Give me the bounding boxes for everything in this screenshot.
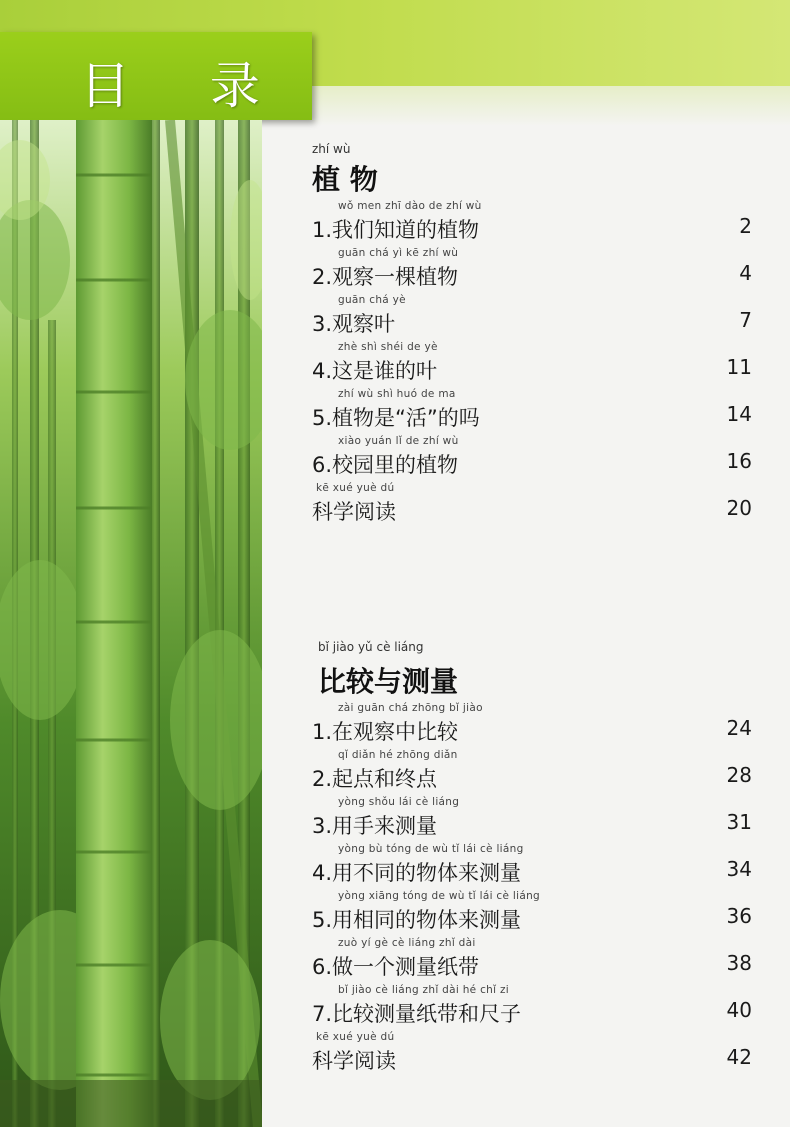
toc-entry-reading[interactable] bbox=[312, 1031, 752, 1077]
entry-label: 1.在观察中比较 bbox=[312, 720, 459, 744]
entry-pinyin: qǐ diǎn hé zhōng diǎn bbox=[338, 749, 458, 761]
entry-label: 3.用手来测量 bbox=[312, 814, 438, 838]
entry-label: 5.用相同的物体来测量 bbox=[312, 908, 522, 932]
toc-entry[interactable] bbox=[312, 749, 752, 795]
entry-pinyin: yòng shǒu lái cè liáng bbox=[338, 796, 460, 808]
entry-pinyin: zuò yí gè cè liáng zhǐ dài bbox=[338, 937, 476, 949]
entry-label: 4.用不同的物体来测量 bbox=[312, 861, 522, 885]
entry-pinyin: yòng xiāng tóng de wù tǐ lái cè liáng bbox=[338, 890, 540, 902]
entry-page-number: 36 bbox=[726, 904, 752, 928]
entry-label: 6.做一个测量纸带 bbox=[312, 955, 480, 979]
toc-entry[interactable] bbox=[312, 937, 752, 983]
entry-pinyin: zhí wù shì huó de ma bbox=[338, 388, 456, 400]
entry-label: 1.我们知道的植物 bbox=[312, 218, 480, 242]
entry-label: 科学阅读 bbox=[312, 500, 396, 524]
entry-pinyin: xiào yuán lǐ de zhí wù bbox=[338, 435, 459, 447]
entry-page-number: 38 bbox=[726, 951, 752, 975]
entry-page-number: 2 bbox=[739, 214, 752, 238]
entry-pinyin: bǐ jiào cè liáng zhǐ dài hé chǐ zi bbox=[338, 984, 509, 996]
entry-pinyin: yòng bù tóng de wù tǐ lái cè liáng bbox=[338, 843, 524, 855]
entry-pinyin: wǒ men zhī dào de zhí wù bbox=[338, 200, 482, 212]
toc-entry[interactable] bbox=[312, 247, 752, 293]
section-pinyin: bǐ jiào yǔ cè liáng bbox=[318, 640, 424, 654]
entry-page-number: 42 bbox=[726, 1045, 752, 1069]
entry-page-number: 16 bbox=[726, 449, 752, 473]
entry-pinyin: kē xué yuè dú bbox=[316, 482, 395, 494]
section-title: 比较与测量 bbox=[318, 665, 459, 698]
entry-label: 5.植物是“活”的吗 bbox=[312, 406, 480, 430]
entry-page-number: 7 bbox=[739, 308, 752, 332]
entry-label: 6.校园里的植物 bbox=[312, 453, 459, 477]
entry-label: 3.观察叶 bbox=[312, 312, 396, 336]
section-title: 植 物 bbox=[312, 163, 378, 196]
toc-entry-reading[interactable] bbox=[312, 482, 752, 528]
entry-label: 科学阅读 bbox=[312, 1049, 396, 1073]
toc-entry[interactable] bbox=[312, 890, 752, 936]
page-title: 目 录 bbox=[80, 57, 292, 115]
toc-entry[interactable] bbox=[312, 702, 752, 748]
entry-page-number: 20 bbox=[726, 496, 752, 520]
toc-entry[interactable] bbox=[312, 984, 752, 1030]
toc-entry[interactable] bbox=[312, 200, 752, 246]
toc-entry[interactable] bbox=[312, 435, 752, 481]
toc-entry[interactable] bbox=[312, 341, 752, 387]
toc-entry[interactable] bbox=[312, 294, 752, 340]
entry-label: 4.这是谁的叶 bbox=[312, 359, 438, 383]
entry-label: 7.比较测量纸带和尺子 bbox=[312, 1002, 522, 1026]
entry-pinyin: guān chá yè bbox=[338, 294, 406, 306]
entry-page-number: 34 bbox=[726, 857, 752, 881]
entry-page-number: 40 bbox=[726, 998, 752, 1022]
entry-label: 2.起点和终点 bbox=[312, 767, 438, 791]
toc-entry[interactable] bbox=[312, 796, 752, 842]
section-pinyin: zhí wù bbox=[312, 142, 351, 156]
entry-label: 2.观察一棵植物 bbox=[312, 265, 459, 289]
entry-pinyin: kē xué yuè dú bbox=[316, 1031, 395, 1043]
entry-pinyin: zài guān chá zhōng bǐ jiào bbox=[338, 702, 483, 714]
entry-pinyin: zhè shì shéi de yè bbox=[338, 341, 438, 353]
toc-entry[interactable] bbox=[312, 843, 752, 889]
entry-pinyin: guān chá yì kē zhí wù bbox=[338, 247, 459, 259]
entry-page-number: 28 bbox=[726, 763, 752, 787]
toc-entry[interactable] bbox=[312, 388, 752, 434]
entry-page-number: 4 bbox=[739, 261, 752, 285]
entry-page-number: 14 bbox=[726, 402, 752, 426]
entry-page-number: 11 bbox=[726, 355, 752, 379]
entry-page-number: 24 bbox=[726, 716, 752, 740]
entry-page-number: 31 bbox=[726, 810, 752, 834]
